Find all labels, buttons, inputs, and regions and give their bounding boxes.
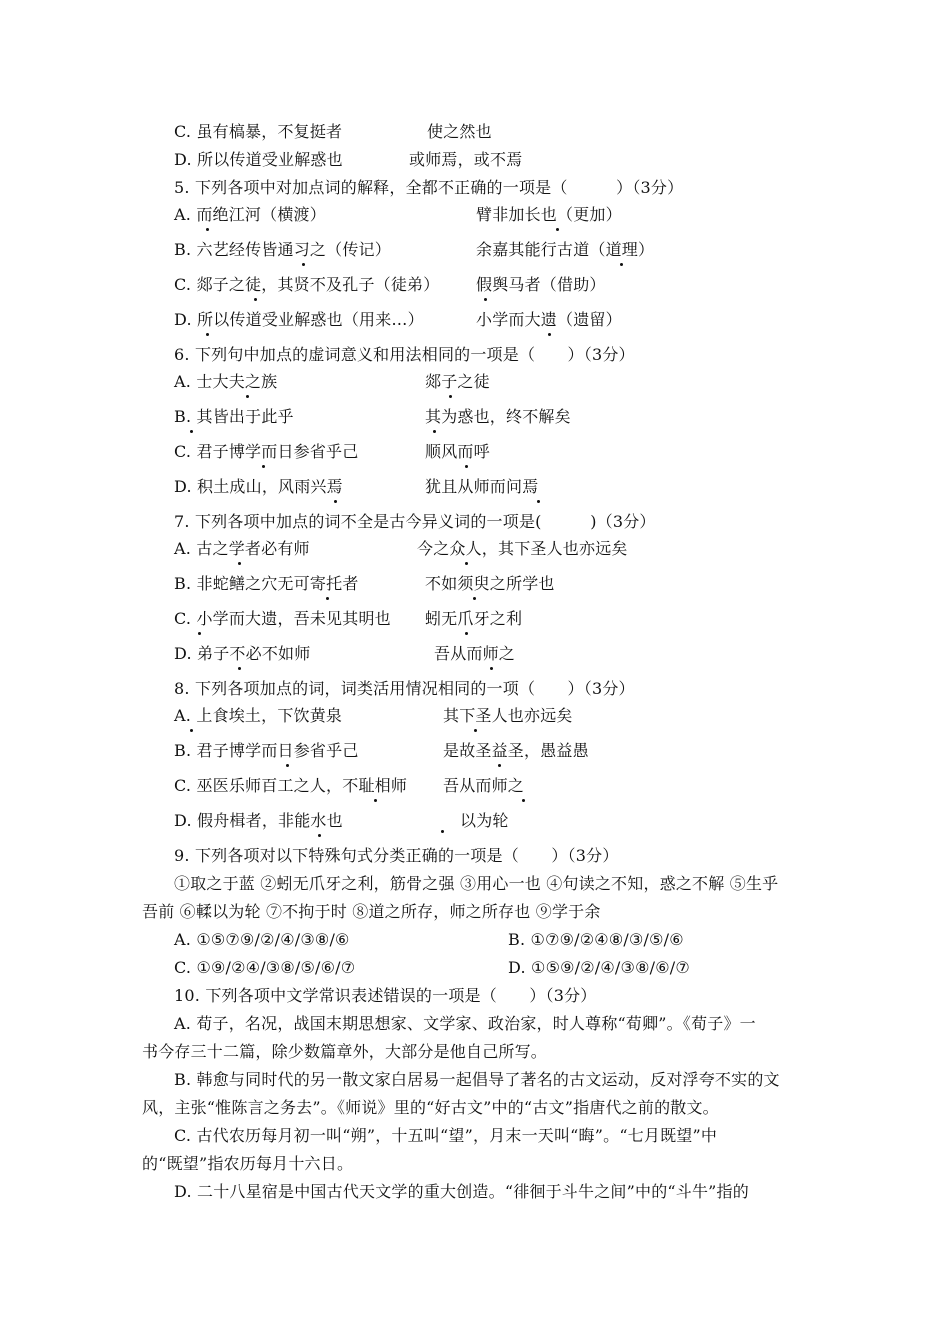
q6-option-b-b: 其为惑也，终不解矣	[425, 407, 571, 426]
q7-option-a-b: 今之众人，其下圣人也亦远矣	[417, 539, 628, 558]
emphasis-dot	[206, 228, 209, 231]
question-9: 9. 下列各项对以下特殊句式分类正确的一项是（ ）（3分）	[174, 846, 619, 865]
q9-option-c: C. ①⑨/②④/③⑧/⑤/⑥/⑦	[174, 958, 356, 977]
q5-option-c-b: 假舆马者（借助）	[476, 275, 606, 294]
q8-option-a-b: 其下圣人也亦远矣	[443, 706, 573, 725]
q5-option-b-b: 余嘉其能行古道（道理）	[476, 240, 655, 259]
question-8: 8. 下列各项加点的词，词类活用情况相同的一项（ ）（3分）	[174, 679, 635, 698]
emphasis-dot	[490, 667, 493, 670]
emphasis-dot	[465, 465, 468, 468]
q6-option-d-b: 犹且从师而问焉	[425, 477, 539, 496]
emphasis-dot	[498, 764, 501, 767]
q7-option-b: B. 非蛇鳝之穴无可寄托者	[174, 574, 359, 593]
question-10: 10. 下列各项中文学常识表述错误的一项是（ ）（3分）	[174, 986, 597, 1005]
q5-option-b: B. 六艺经传皆通习之（传记）	[174, 240, 391, 259]
emphasis-dot	[484, 298, 487, 301]
q9-option-a: A. ①⑤⑦⑨/②/④/③⑧/⑥	[174, 930, 350, 949]
emphasis-dot	[449, 395, 452, 398]
emphasis-dot	[198, 632, 201, 635]
emphasis-dot	[326, 597, 329, 600]
question-7: 7. 下列各项中加点的词不全是古今异义词的一项是( )（3分）	[174, 512, 656, 531]
q8-option-d: D. 假舟楫者，非能水也	[174, 811, 343, 830]
emphasis-dot	[522, 799, 525, 802]
emphasis-dot	[246, 395, 249, 398]
emphasis-dot	[254, 298, 257, 301]
option-d-prev-b: 或师焉，或不焉	[409, 150, 523, 169]
q9-option-b: B. ①⑦⑨/②④⑧/③/⑤/⑥	[508, 930, 684, 949]
q10-option-b-line2: 风，主张“惟陈言之务去”。《师说》里的“好古文”中的“古文”指唐代之前的散文。	[142, 1098, 719, 1117]
q10-option-c-line1: C. 古代农历每月初一叫“朔”，十五叫“望”，月末一天叫“晦”。“七月既望”中	[174, 1126, 718, 1145]
emphasis-dot	[238, 562, 241, 565]
emphasis-dot	[334, 500, 337, 503]
question-5: 5. 下列各项中对加点词的解释，全都不正确的一项是（ ）（3分）	[174, 178, 684, 197]
q8-option-b: B. 君子博学而日参省乎己	[174, 741, 359, 760]
emphasis-dot	[548, 333, 551, 336]
option-c-prev-b: 使之然也	[427, 122, 492, 141]
emphasis-dot	[190, 430, 193, 433]
q8-option-b-b: 是故圣益圣，愚益愚	[443, 741, 589, 760]
q8-option-c: C. 巫医乐师百工之人，不耻相师	[174, 776, 408, 795]
emphasis-dot	[441, 830, 444, 833]
q8-option-c-b: 吾从而师之	[443, 776, 525, 795]
emphasis-dot	[556, 228, 559, 231]
emphasis-dot	[302, 263, 305, 266]
emphasis-dot	[206, 333, 209, 336]
emphasis-dot	[474, 729, 477, 732]
q7-option-d-b: 吾从而师之	[434, 644, 516, 663]
q7-option-d: D. 弟子不必不如师	[174, 644, 311, 663]
q5-option-a-b: 臂非加长也（更加）	[476, 205, 622, 224]
q10-option-c-line2: 的“既望”指农历每月十六日。	[142, 1154, 354, 1173]
q6-option-c: C. 君子博学而日参省乎己	[174, 442, 359, 461]
q7-option-a: A. 古之学者必有师	[174, 539, 310, 558]
q10-option-a-line2: 书今存三十二篇，除少数篇章外，大部分是他自己所写。	[142, 1042, 548, 1061]
q7-option-c-b: 蚓无爪牙之利	[425, 609, 523, 628]
emphasis-dot	[262, 465, 265, 468]
emphasis-dot	[374, 799, 377, 802]
q5-option-c: C. 郯子之徒，其贤不及孔子（徒弟）	[174, 275, 440, 294]
emphasis-dot	[238, 667, 241, 670]
q6-option-d: D. 积土成山，风雨兴焉	[174, 477, 343, 496]
emphasis-dot	[433, 430, 436, 433]
q8-option-d-b: 以为轮	[460, 811, 509, 830]
q6-option-a-b: 郯子之徒	[425, 372, 490, 391]
option-c-prev: C. 虽有槁暴，不复挺者	[174, 122, 343, 141]
q10-option-d-line1: D. 二十八星宿是中国古代天文学的重大创造。“徘徊于斗牛之间”中的“斗牛”指的	[174, 1182, 749, 1201]
emphasis-dot	[465, 562, 468, 565]
emphasis-dot	[286, 764, 289, 767]
q10-option-a-line1: A. 荀子，名况，战国末期思想家、文学家、政治家，时人尊称“荀卿”。《荀子》一	[174, 1014, 756, 1033]
q6-option-c-b: 顺风而呼	[425, 442, 490, 461]
q7-option-b-b: 不如须臾之所学也	[425, 574, 555, 593]
q9-items-line2: 吾前 ⑥輮以为轮 ⑦不拘于时 ⑧道之所存，师之所存也 ⑨学于余	[142, 902, 601, 921]
q9-option-d: D. ①⑤⑨/②/④/③⑧/⑥/⑦	[508, 958, 690, 977]
emphasis-dot	[473, 597, 476, 600]
emphasis-dot	[190, 729, 193, 732]
q5-option-a: A. 而绝江河（横渡）	[174, 205, 326, 224]
emphasis-dot	[620, 263, 623, 266]
q10-option-b-line1: B. 韩愈与同时代的另一散文家白居易一起倡导了著名的古文运动，反对浮夸不实的文	[174, 1070, 780, 1089]
q9-items-line1: ①取之于蓝 ②蚓无爪牙之利，筋骨之强 ③用心一也 ④句读之不知，惑之不解 ⑤生乎	[174, 874, 779, 893]
q5-option-d-b: 小学而大遗（遗留）	[476, 310, 622, 329]
q5-option-d: D. 所以传道受业解惑也（用来…）	[174, 310, 424, 329]
q7-option-c: C. 小学而大遗，吾未见其明也	[174, 609, 391, 628]
q8-option-a: A. 上食埃土，下饮黄泉	[174, 706, 343, 725]
emphasis-dot	[318, 834, 321, 837]
option-d-prev: D. 所以传道受业解惑也	[174, 150, 343, 169]
q6-option-a: A. 士大夫之族	[174, 372, 278, 391]
question-6: 6. 下列句中加点的虚词意义和用法相同的一项是（ ）（3分）	[174, 345, 635, 364]
emphasis-dot	[537, 500, 540, 503]
q6-option-b: B. 其皆出于此乎	[174, 407, 294, 426]
emphasis-dot	[465, 632, 468, 635]
